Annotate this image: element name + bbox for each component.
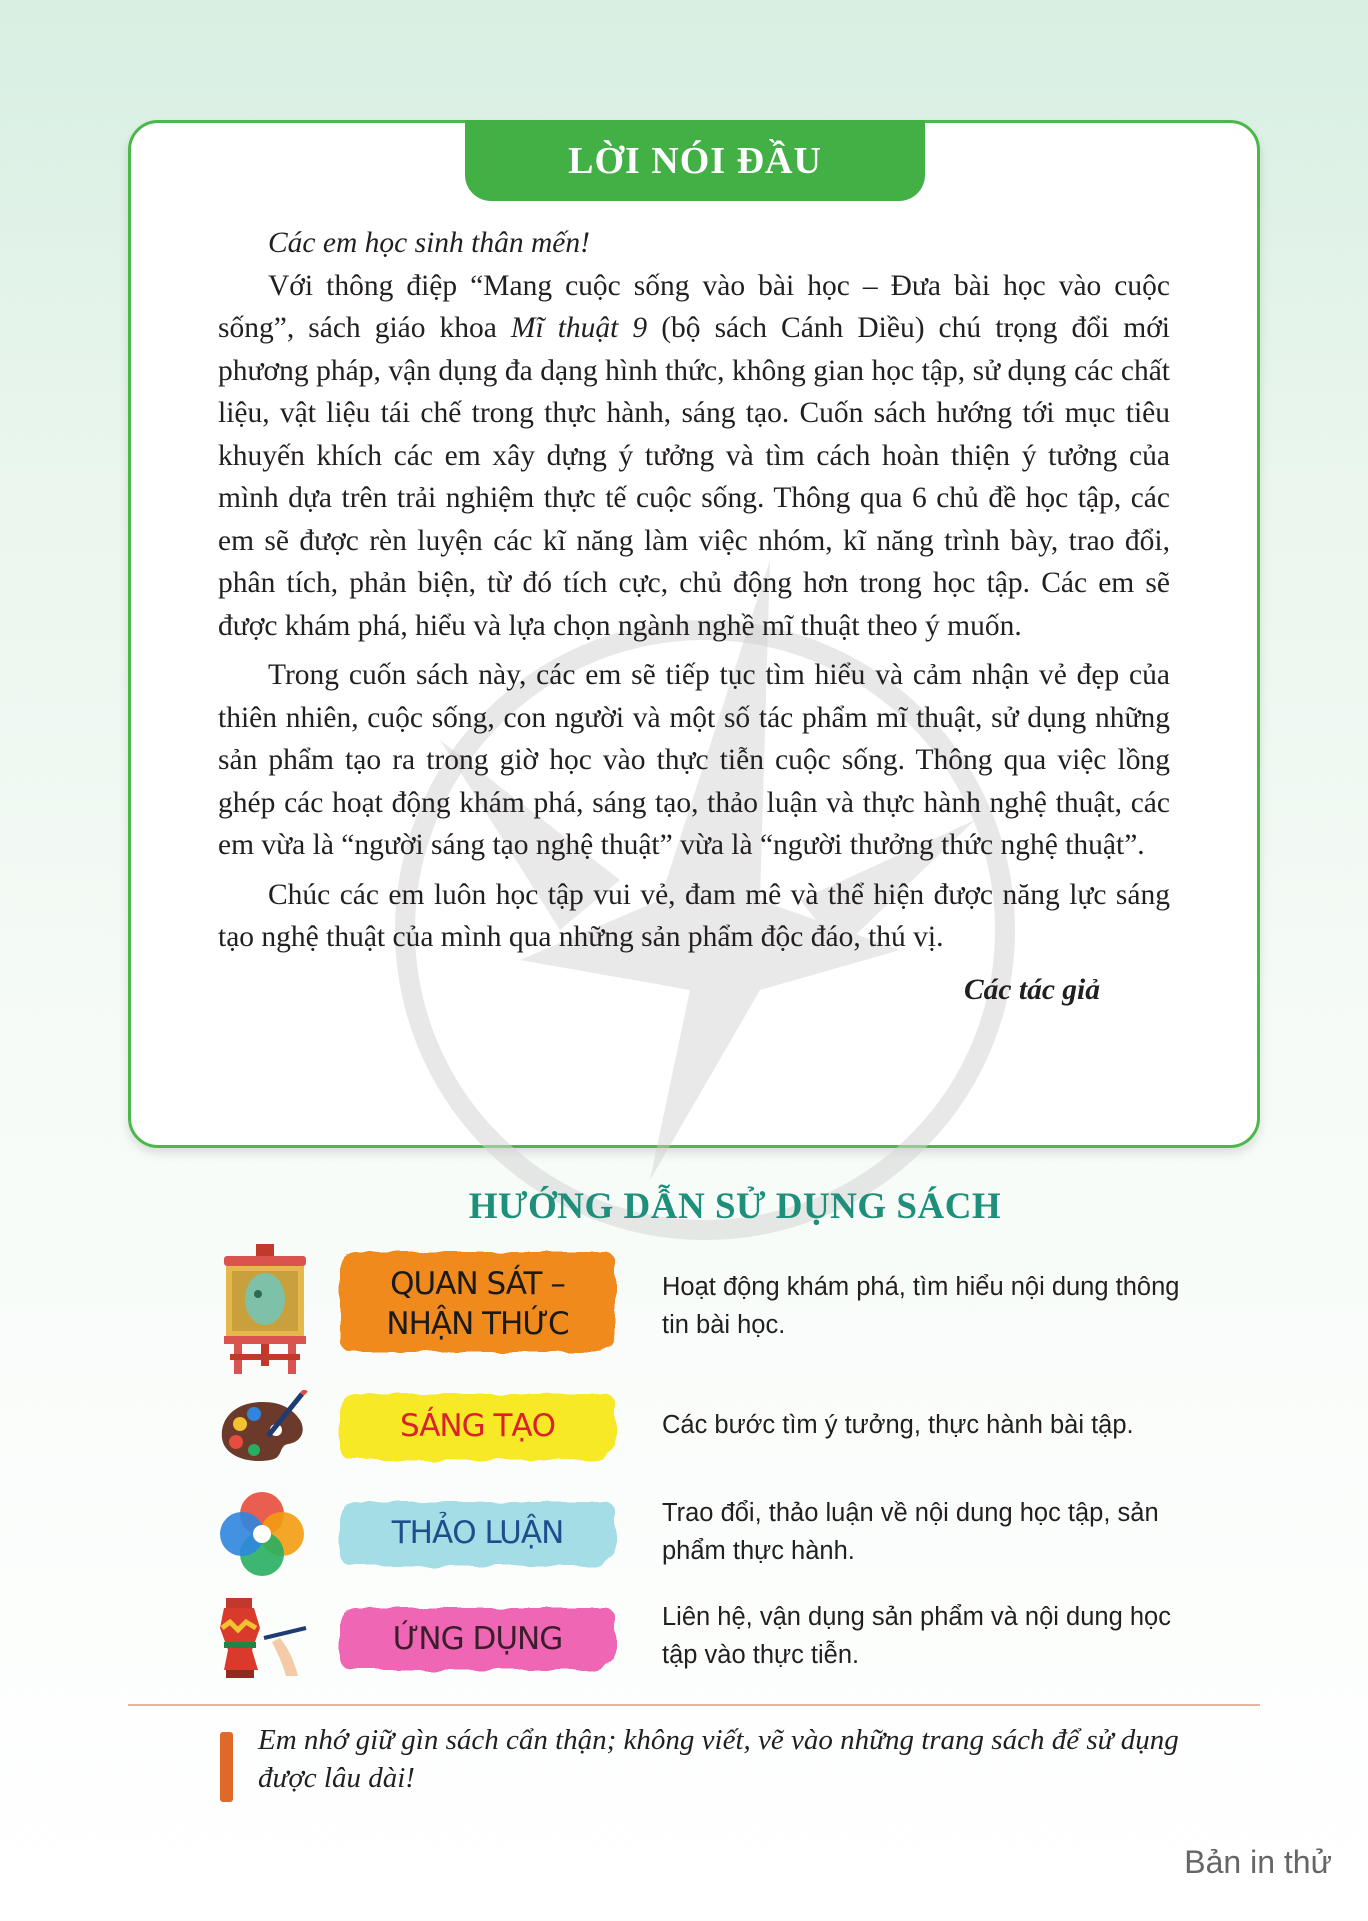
preface-paragraph-2: Trong cuốn sách này, các em sẽ tiếp tục tìm hiểu và cảm nhận vẻ đẹp của thiên nhiên, cuộc sống, con người và một số tác phẩm mĩ thuật, sử dụng những sản phẩm tạo ra trong giờ học vào thực tiễn cuộc sống. Thông qua việc lồng ghép các hoạt động khám phá, sáng tạo, thảo luận và thực hành nghệ thuật, các em vừa là “người sáng tạo nghệ thuật” vừa là “người thưởng thức nghệ thuật”. [218,659,1170,861]
row-description: Hoạt động khám phá, tìm hiểu nội dung thông tin bài học. [662,1273,1180,1339]
preface-signature: Các tác giả [963,973,1100,1006]
badge-apply-label: ỨNG DỤNG [392,1621,563,1657]
preface-paragraph-1: Với thông điệp “Mang cuộc sống vào bài học – Đưa bài học vào cuộc sống”, sách giáo khoa Mĩ thuật 9 (bộ sách Cánh Diều) chú trọng đổi mới phương pháp, vận dụng đa dạng hình thức, không gian học tập, sử dụng các chất liệu, vật liệu tái chế trong thực hành, sáng tạo. Cuốn sách hướng tới mục tiêu khuyến khích các em xây dựng ý tưởng và tìm cách hoàn thiện ý tưởng của mình dựa trên trải nghiệm thực tế cuộc sống. Thông qua 6 chủ đề học tập, các em sẽ được rèn luyện các kĩ năng làm việc nhóm, kĩ năng trình bày, trao đổi, phân tích, phản biện, từ đó tích cực, chủ động hơn trong học tập. Các em sẽ được khám phá, hiểu và lựa chọn ngành nghề mĩ thuật theo ý muốn. [218,269,1170,642]
preface-greeting: Các em học sinh thân mến! [268,227,590,259]
book-title: Mĩ thuật 9 [510,312,648,344]
care-note: Em nhớ giữ gìn sách cẩn thận; không viết, vẽ vào những trang sách để sử dụng được lâu dài! [258,1724,1179,1794]
preface-body [218,222,1170,1011]
divider [128,1704,1260,1706]
proof-label: Bản in thử [1184,1844,1332,1880]
row-description: Các bước tìm ý tưởng, thực hành bài tập. [662,1411,1134,1439]
preface-paragraph-3: Chúc các em luôn học tập vui vẻ, đam mê và thể hiện được năng lực sáng tạo nghệ thuật của mình qua những sản phẩm độc đáo, thú vị. [218,878,1170,953]
paint-palette-icon [218,1390,308,1470]
badge-discuss-label: THẢO LUẬN [391,1515,564,1551]
badge-create-label: SÁNG TẠO [399,1408,556,1444]
guide-title: HƯỚNG DẪN SỬ DỤNG SÁCH [468,1186,1002,1227]
row-description: Liên hệ, vận dụng sản phẩm và nội dung học tập vào thực tiễn. [662,1603,1171,1669]
row-description: Trao đổi, thảo luận về nội dung học tập, sản phẩm thực hành. [662,1499,1159,1565]
note-accent-bar [220,1732,233,1802]
preface-title: LỜI NÓI ĐẦU [465,120,925,201]
vase-painting-icon [216,1598,308,1680]
easel-painting-icon [220,1244,310,1374]
badge-observe-label: QUAN SÁT – NHẬN THỨC [386,1266,569,1342]
color-circles-icon [218,1490,306,1578]
